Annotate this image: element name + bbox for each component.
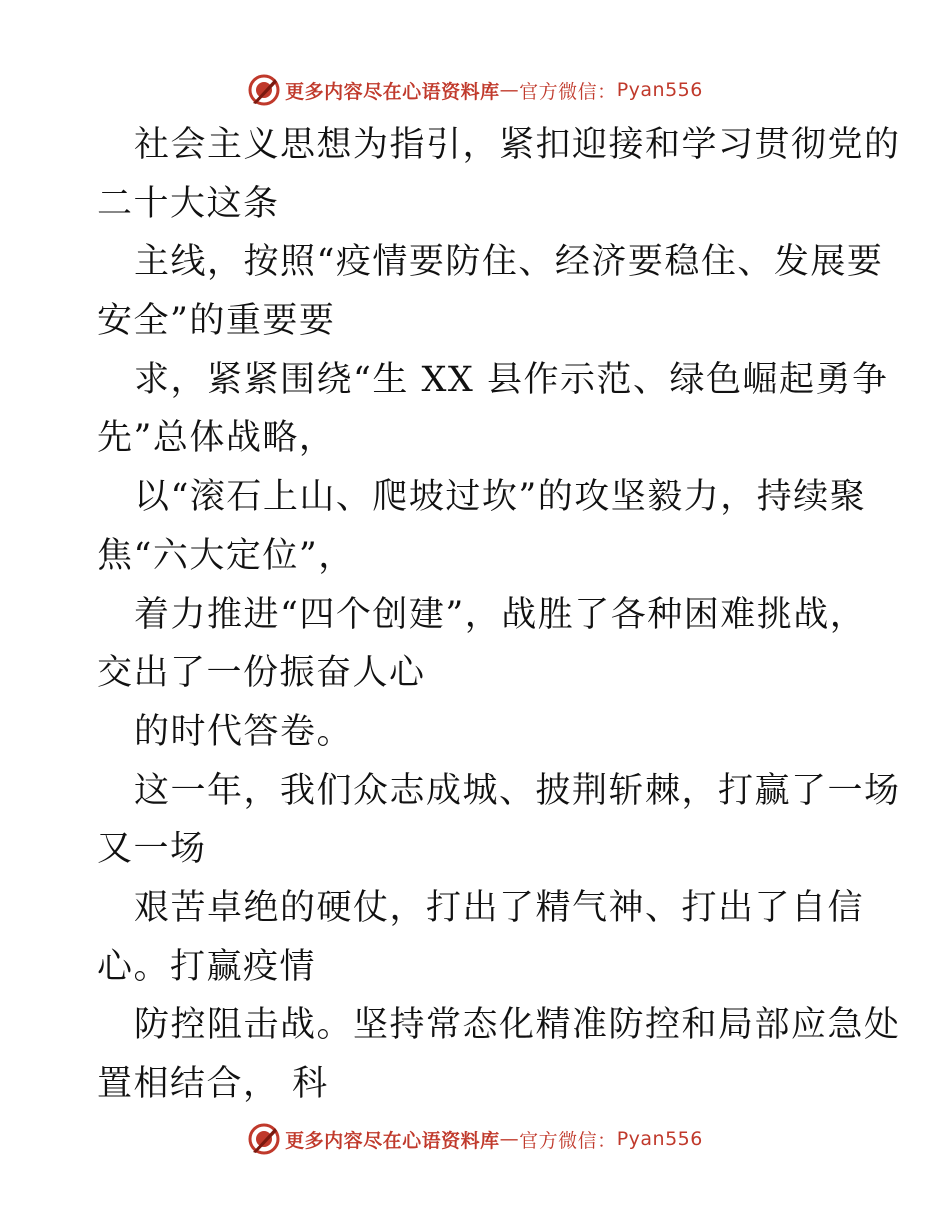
banner-dash: — — [499, 1128, 520, 1150]
text-line: 安全”的重要要 — [97, 301, 336, 342]
text-line: 以“滚石上山、爬坡过坎”的攻坚毅力，持续聚 — [134, 477, 867, 518]
text-line: 先”总体战略， — [97, 418, 336, 459]
text-line: 社会主义思想为指引，紧扣迎接和学习贯彻党的 — [134, 125, 901, 165]
text-line: 置相结合， 科 — [97, 1064, 329, 1104]
banner-handle: Pyan556 — [616, 79, 703, 101]
text-line: 这一年，我们众志成城、披荆斩棘，打赢了一场 — [134, 770, 901, 811]
text-line: 心。打赢疫情 — [97, 946, 317, 987]
banner-brand: 更多内容尽在心语资料库 — [285, 80, 500, 103]
red-seal-quill-icon — [247, 1122, 281, 1156]
banner-wechat-label: 官方微信： — [519, 80, 617, 103]
document-body — [97, 116, 901, 1114]
text-line: 焦“六大定位”， — [97, 535, 355, 576]
text-line: 又一场 — [97, 829, 207, 870]
text-line: 二十大这条 — [97, 183, 280, 224]
text-line: 艰苦卓绝的硬仗，打出了精气神、打出了自信 — [134, 887, 865, 928]
banner-handle: Pyan556 — [616, 1128, 703, 1150]
banner-dash: — — [499, 79, 520, 101]
red-seal-quill-icon — [247, 73, 281, 107]
banner-wechat-label: 官方微信： — [519, 1129, 617, 1152]
text-line: 着力推进“四个创建”，战胜了各种困难挑战， — [134, 594, 867, 635]
text-line: 求，紧紧围绕“生 XX 县作示范、绿色崛起勇争 — [134, 359, 889, 400]
text-line: 防控阻击战。坚持常态化精准防控和局部应急处 — [134, 1005, 901, 1046]
text-line: 交出了一份振奋人心 — [97, 653, 426, 694]
header-banner — [0, 70, 950, 110]
text-line: 主线，按照“疫情要防住、经济要稳住、发展要 — [134, 242, 884, 283]
footer-banner — [0, 1119, 950, 1159]
banner-brand: 更多内容尽在心语资料库 — [285, 1129, 500, 1152]
text-line: 的时代答卷。 — [134, 711, 354, 752]
